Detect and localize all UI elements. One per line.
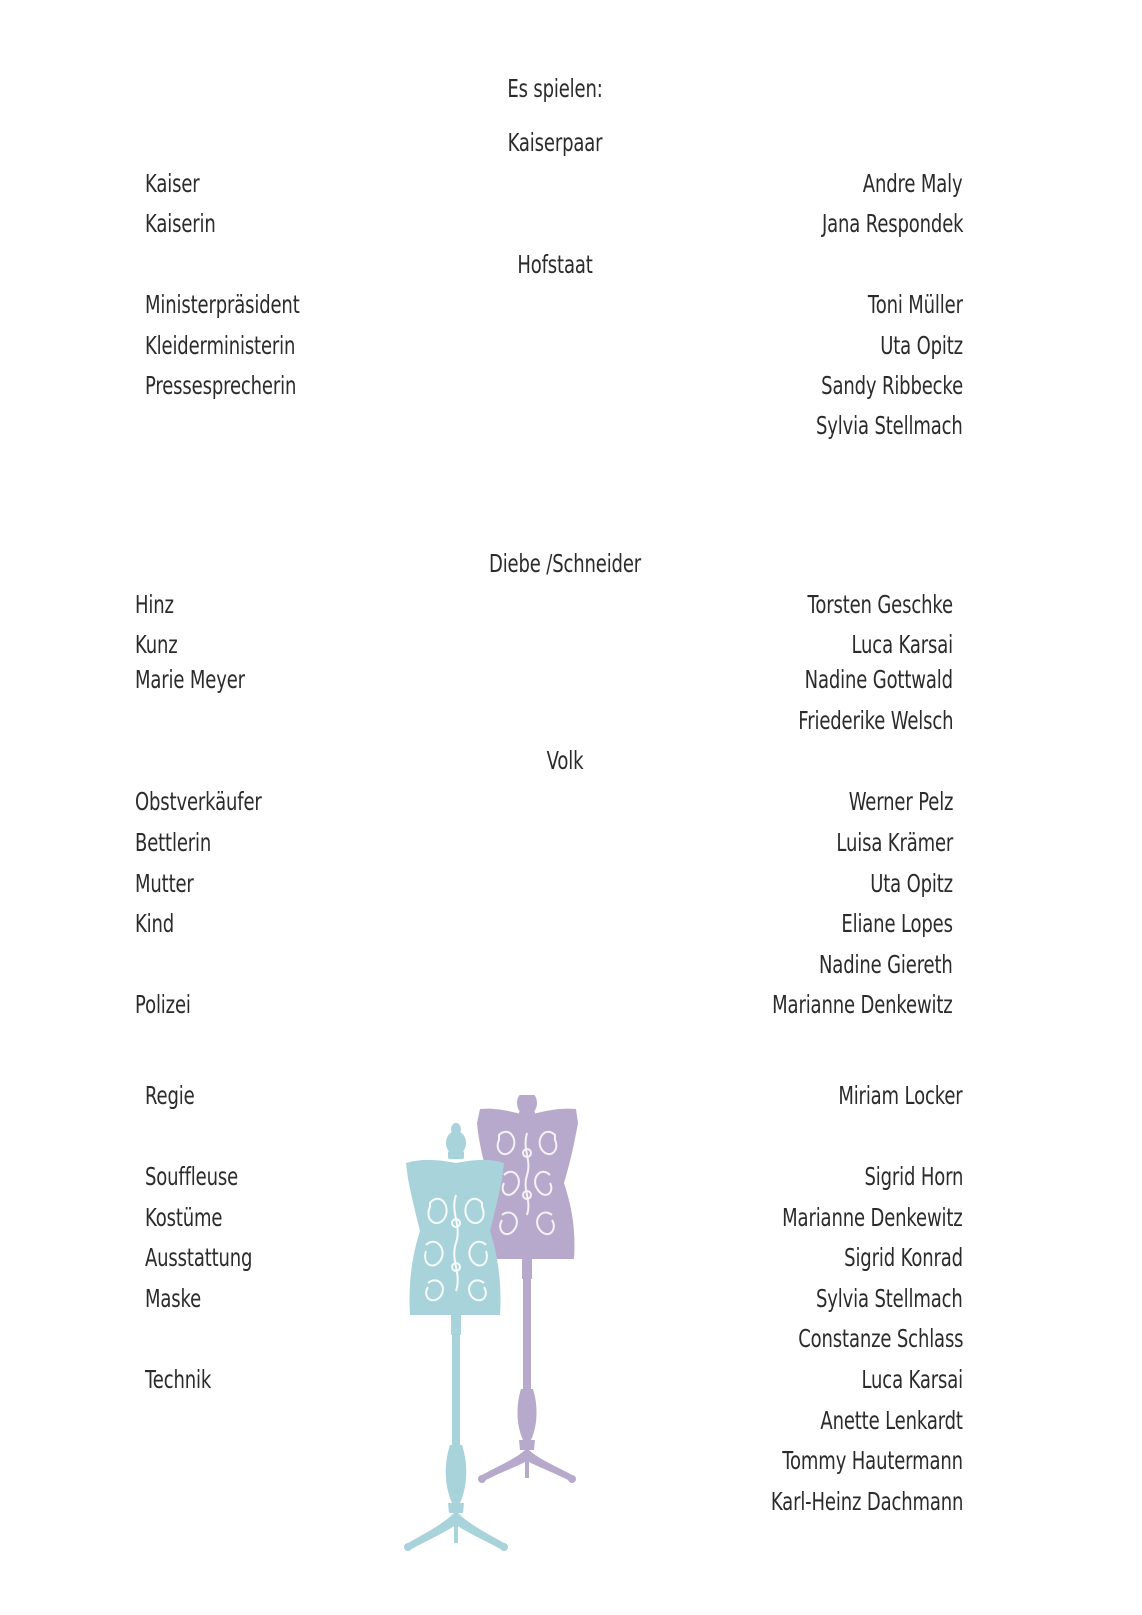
cast-header: Es spielen:: [507, 74, 603, 103]
role-label: Technik: [145, 1365, 212, 1394]
role-label: Kind: [135, 909, 175, 938]
role-label: Mutter: [135, 869, 194, 898]
actor-name: Tommy Hautermann: [782, 1446, 963, 1475]
role-label: Ausstattung: [145, 1243, 253, 1272]
actor-name: Sylvia Stellmach: [816, 411, 963, 440]
dress-forms-illustration: [404, 1095, 604, 1600]
actor-name: Luca Karsai: [861, 1365, 963, 1394]
actor-name: Sigrid Horn: [864, 1162, 963, 1191]
actor-name: Sandy Ribbecke: [821, 371, 963, 400]
actor-name: Friederike Welsch: [797, 706, 953, 735]
role-label: Souffleuse: [145, 1162, 239, 1191]
role-label: Kunz: [135, 630, 178, 659]
role-label: Bettlerin: [135, 828, 212, 857]
role-label: Hinz: [135, 590, 174, 619]
blue-mannequin: [404, 1123, 508, 1551]
role-label: Maske: [145, 1284, 202, 1313]
actor-name: Torsten Geschke: [807, 590, 953, 619]
actor-name: Nadine Giereth: [819, 950, 953, 979]
actor-name: Uta Opitz: [880, 331, 963, 360]
actor-name: Nadine Gottwald: [804, 665, 953, 694]
role-label: Kostüme: [145, 1203, 223, 1232]
actor-name: Werner Pelz: [848, 787, 953, 816]
section-heading-volk: Volk: [546, 746, 584, 775]
section-heading-diebe: Diebe /Schneider: [488, 549, 642, 578]
actor-name: Luca Karsai: [851, 630, 953, 659]
actor-name: Marianne Denkewitz: [772, 990, 953, 1019]
role-label: Obstverkäufer: [135, 787, 262, 816]
actor-name: Karl-Heinz Dachmann: [770, 1487, 963, 1516]
actor-name: Sigrid Konrad: [844, 1243, 963, 1272]
actor-name: Uta Opitz: [870, 869, 953, 898]
actor-name: Luisa Krämer: [836, 828, 953, 857]
role-label: Kaiser: [145, 169, 200, 198]
actor-name: Andre Maly: [863, 169, 963, 198]
actor-name: Anette Lenkardt: [820, 1406, 963, 1435]
role-label: Marie Meyer: [135, 665, 245, 694]
section-heading-hofstaat: Hofstaat: [517, 250, 593, 279]
actor-name: Marianne Denkewitz: [782, 1203, 963, 1232]
actor-name: Toni Müller: [868, 290, 963, 319]
actor-name: Jana Respondek: [821, 209, 963, 238]
role-label: Kaiserin: [145, 209, 216, 238]
actor-name: Miriam Locker: [838, 1081, 963, 1110]
role-label: Ministerpräsident: [145, 290, 300, 319]
role-label: Kleiderministerin: [145, 331, 296, 360]
actor-name: Eliane Lopes: [841, 909, 953, 938]
actor-name: Sylvia Stellmach: [816, 1284, 963, 1313]
role-label: Pressesprecherin: [145, 371, 297, 400]
role-label: Regie: [145, 1081, 195, 1110]
section-heading-kaiserpaar: Kaiserpaar: [507, 128, 603, 157]
role-label: Polizei: [135, 990, 191, 1019]
actor-name: Constanze Schlass: [797, 1324, 963, 1353]
